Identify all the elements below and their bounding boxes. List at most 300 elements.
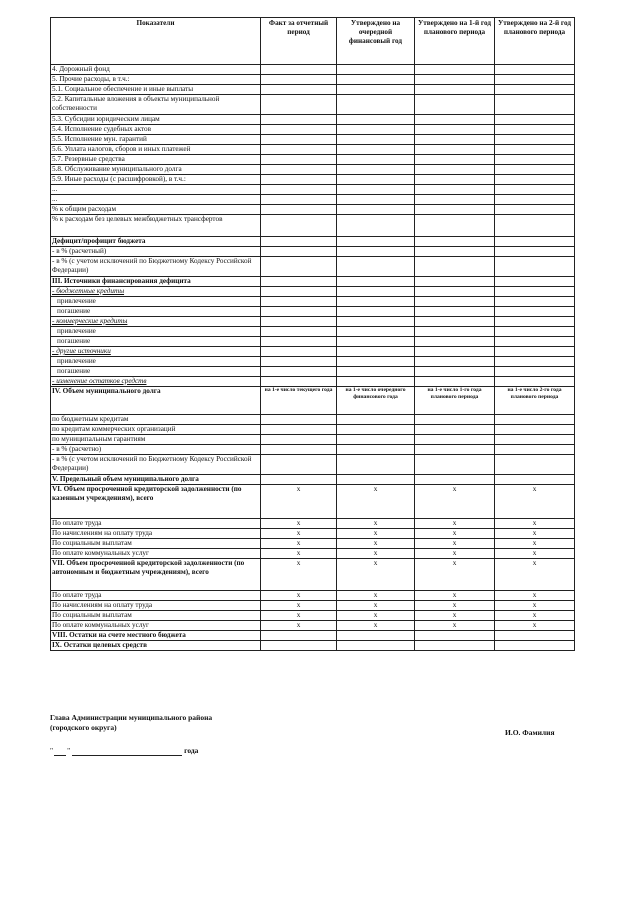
- table-cell: [261, 327, 337, 337]
- row-label: привлечение: [51, 327, 261, 337]
- table-cell: [337, 257, 415, 277]
- table-cell: [261, 135, 337, 145]
- row-label: По оплате коммунальных услуг: [51, 549, 261, 559]
- table-cell: [261, 195, 337, 205]
- table-cell: [415, 165, 495, 175]
- table-cell: [261, 277, 337, 287]
- table-row: [51, 425, 575, 435]
- table-row: [51, 455, 575, 475]
- row-label: 5.7. Резервные средства: [51, 155, 261, 165]
- table-cell: [261, 215, 337, 237]
- table-cell: [337, 455, 415, 475]
- table-row: [51, 135, 575, 145]
- table-cell: [495, 115, 575, 125]
- table-cell: [337, 185, 415, 195]
- row-label: - в % (с учетом исключений по Бюджетному Кодексу Российской Федерации): [51, 455, 261, 475]
- table-row: [51, 327, 575, 337]
- table-cell: [415, 367, 495, 377]
- table-cell: [337, 445, 415, 455]
- table-cell: [337, 367, 415, 377]
- table-row: [51, 559, 575, 591]
- date-line: [50, 746, 198, 756]
- table-cell: [415, 247, 495, 257]
- table-cell: [261, 297, 337, 307]
- table-row: [51, 549, 575, 559]
- table-cell: [495, 65, 575, 75]
- table-cell: x: [415, 591, 495, 601]
- table-cell: x: [261, 611, 337, 621]
- table-row: [51, 317, 575, 327]
- table-cell: [261, 445, 337, 455]
- table-row: [51, 631, 575, 641]
- table-cell: x: [261, 621, 337, 631]
- table-cell: [337, 631, 415, 641]
- table-cell: [495, 357, 575, 367]
- table-cell: [261, 357, 337, 367]
- table-cell: x: [495, 485, 575, 519]
- table-cell: [415, 641, 495, 651]
- table-row: [51, 247, 575, 257]
- table-row: [51, 485, 575, 519]
- table-cell: [495, 145, 575, 155]
- table-cell: [337, 247, 415, 257]
- table-cell: [415, 175, 495, 185]
- table-row: [51, 297, 575, 307]
- row-label: привлечение: [51, 297, 261, 307]
- row-label: - в % (расчетно): [51, 445, 261, 455]
- table-cell: [495, 435, 575, 445]
- table-cell: [495, 337, 575, 347]
- table-cell: [337, 415, 415, 425]
- table-cell: [495, 425, 575, 435]
- table-row: [51, 65, 575, 75]
- table-cell: x: [337, 529, 415, 539]
- table-cell: [495, 155, 575, 165]
- table-cell: [495, 257, 575, 277]
- table-cell: [261, 475, 337, 485]
- table-cell: [261, 125, 337, 135]
- table-cell: [261, 307, 337, 317]
- day-blank: [54, 747, 66, 756]
- table-row: [51, 175, 575, 185]
- table-cell: x: [337, 519, 415, 529]
- table-cell: [415, 215, 495, 237]
- table-cell: [337, 125, 415, 135]
- table-cell: [495, 195, 575, 205]
- row-label: % к общим расходам: [51, 205, 261, 215]
- table-cell: [495, 247, 575, 257]
- table-cell: [495, 455, 575, 475]
- table-cell: [495, 85, 575, 95]
- table-cell: [415, 85, 495, 95]
- debt-header-cell: на 1-е число 1-го года планового периода: [415, 387, 495, 415]
- row-label: По социальным выплатам: [51, 539, 261, 549]
- debt-header-label: IV. Объем муниципального долга: [51, 387, 261, 415]
- table-row: [51, 277, 575, 287]
- table-cell: x: [337, 549, 415, 559]
- table-row: [51, 85, 575, 95]
- table-row: [51, 205, 575, 215]
- row-label: VII. Объем просроченной кредиторской задолженности (по автономным и бюджетным учреждениям), всего: [51, 559, 261, 591]
- table-cell: [495, 347, 575, 357]
- table-cell: [261, 377, 337, 387]
- row-label: % к расходам без целевых межбюджетных трансфертов: [51, 215, 261, 237]
- table-cell: [337, 237, 415, 247]
- table-row: [51, 367, 575, 377]
- table-cell: [337, 297, 415, 307]
- table-cell: [495, 125, 575, 135]
- table-cell: [415, 435, 495, 445]
- row-label: По оплате коммунальных услуг: [51, 621, 261, 631]
- table-cell: x: [337, 485, 415, 519]
- table-cell: x: [495, 611, 575, 621]
- table-cell: [495, 237, 575, 247]
- table-cell: x: [337, 601, 415, 611]
- table-cell: x: [495, 559, 575, 591]
- table-cell: [337, 307, 415, 317]
- header-plan-year-1: Утверждено на 1-й год планового периода: [415, 18, 495, 65]
- debt-header-row: [51, 387, 575, 415]
- table-cell: x: [261, 591, 337, 601]
- row-label: Дефицит/профицит бюджета: [51, 237, 261, 247]
- row-label: 5.9. Иные расходы (с расшифровкой), в т.ч.:: [51, 175, 261, 185]
- table-cell: [337, 155, 415, 165]
- table-row: [51, 591, 575, 601]
- table-row: [51, 165, 575, 175]
- table-cell: x: [495, 591, 575, 601]
- table-cell: [495, 367, 575, 377]
- table-cell: x: [337, 559, 415, 591]
- table-cell: [495, 317, 575, 327]
- table-cell: [495, 205, 575, 215]
- table-cell: x: [415, 559, 495, 591]
- row-label: По социальным выплатам: [51, 611, 261, 621]
- table-header-row: [51, 18, 575, 65]
- row-label: 5.2. Капитальные вложения в объекты муниципальной собственности: [51, 95, 261, 115]
- signature-name: И.О. Фамилия: [505, 728, 555, 737]
- table-row: [51, 155, 575, 165]
- row-label: по бюджетным кредитам: [51, 415, 261, 425]
- table-cell: x: [261, 539, 337, 549]
- table-cell: [337, 435, 415, 445]
- table-cell: x: [261, 549, 337, 559]
- table-cell: [415, 415, 495, 425]
- table-cell: x: [415, 549, 495, 559]
- table-cell: [415, 317, 495, 327]
- table-cell: [415, 377, 495, 387]
- table-cell: x: [495, 601, 575, 611]
- debt-header-cell: на 1-е число 2-го года планового периода: [495, 387, 575, 415]
- row-label: - коммерческие кредиты: [51, 317, 261, 327]
- debt-header-cell: на 1-е число очередного финансового года: [337, 387, 415, 415]
- table-cell: [261, 257, 337, 277]
- table-row: [51, 125, 575, 135]
- table-cell: x: [261, 519, 337, 529]
- month-blank: [72, 747, 182, 756]
- table-cell: [415, 95, 495, 115]
- table-cell: x: [415, 611, 495, 621]
- table-row: [51, 641, 575, 651]
- table-row: [51, 377, 575, 387]
- row-label: по муниципальным гарантиям: [51, 435, 261, 445]
- table-cell: [261, 75, 337, 85]
- row-label: - бюджетные кредиты: [51, 287, 261, 297]
- table-cell: [261, 115, 337, 125]
- table-cell: [261, 145, 337, 155]
- row-label: 4. Дорожный фонд: [51, 65, 261, 75]
- signature-title: [50, 713, 212, 733]
- table-cell: [415, 277, 495, 287]
- table-row: [51, 415, 575, 425]
- table-row: [51, 611, 575, 621]
- row-label: погашение: [51, 337, 261, 347]
- table-cell: [495, 327, 575, 337]
- table-cell: x: [415, 539, 495, 549]
- row-label: V. Предельный объем муниципального долга: [51, 475, 261, 485]
- table-cell: x: [261, 601, 337, 611]
- table-cell: [495, 95, 575, 115]
- table-cell: x: [337, 591, 415, 601]
- table-cell: [495, 297, 575, 307]
- table-cell: [415, 257, 495, 277]
- table-cell: [495, 415, 575, 425]
- table-cell: [261, 337, 337, 347]
- year-word: года: [184, 746, 199, 755]
- row-label: По оплате труда: [51, 591, 261, 601]
- table-cell: [261, 205, 337, 215]
- table-cell: [261, 641, 337, 651]
- table-cell: [495, 287, 575, 297]
- table-cell: [415, 205, 495, 215]
- table-row: [51, 257, 575, 277]
- table-row: [51, 475, 575, 485]
- table-row: [51, 435, 575, 445]
- table-cell: x: [495, 539, 575, 549]
- table-row: [51, 357, 575, 367]
- table-cell: x: [261, 485, 337, 519]
- quote-open: ": [50, 746, 54, 755]
- row-label: - другие источники: [51, 347, 261, 357]
- table-row: [51, 347, 575, 357]
- table-cell: [415, 287, 495, 297]
- table-cell: [415, 631, 495, 641]
- table-cell: x: [495, 519, 575, 529]
- table-cell: [495, 135, 575, 145]
- table-cell: [337, 377, 415, 387]
- table-cell: [337, 475, 415, 485]
- table-cell: [495, 185, 575, 195]
- table-cell: [415, 65, 495, 75]
- table-row: [51, 237, 575, 247]
- row-label: VIII. Остатки на счете местного бюджета: [51, 631, 261, 641]
- table-cell: x: [337, 611, 415, 621]
- row-label: 5.1. Социальное обеспечение и иные выплаты: [51, 85, 261, 95]
- table-cell: [415, 135, 495, 145]
- table-cell: [337, 115, 415, 125]
- table-cell: [261, 237, 337, 247]
- table-cell: [261, 85, 337, 95]
- table-cell: x: [261, 559, 337, 591]
- table-cell: x: [415, 601, 495, 611]
- table-cell: x: [415, 519, 495, 529]
- row-label: погашение: [51, 367, 261, 377]
- table-row: [51, 307, 575, 317]
- row-label: По начислениям на оплату труда: [51, 529, 261, 539]
- table-cell: [415, 297, 495, 307]
- table-row: [51, 75, 575, 85]
- table-cell: [261, 425, 337, 435]
- table-cell: [261, 631, 337, 641]
- budget-table: [50, 17, 575, 651]
- table-cell: [261, 65, 337, 75]
- table-cell: [495, 475, 575, 485]
- row-label: привлечение: [51, 357, 261, 367]
- row-label: 5.8. Обслуживание муниципального долга: [51, 165, 261, 175]
- table-cell: [495, 277, 575, 287]
- row-label: 5.6. Уплата налогов, сборов и иных платежей: [51, 145, 261, 155]
- header-next-year: Утверждено на очередной финансовый год: [337, 18, 415, 65]
- table-row: [51, 621, 575, 631]
- table-cell: [261, 165, 337, 175]
- header-indicators: Показатели: [51, 18, 261, 65]
- table-row: [51, 529, 575, 539]
- row-label: 5.4. Исполнение судебных актов: [51, 125, 261, 135]
- table-cell: [495, 445, 575, 455]
- table-cell: [495, 165, 575, 175]
- table-cell: [495, 175, 575, 185]
- table-cell: [415, 185, 495, 195]
- table-row: [51, 337, 575, 347]
- table-cell: x: [337, 621, 415, 631]
- table-cell: [415, 307, 495, 317]
- table-row: [51, 445, 575, 455]
- table-cell: [261, 415, 337, 425]
- table-cell: [261, 247, 337, 257]
- table-cell: [337, 327, 415, 337]
- table-cell: x: [415, 621, 495, 631]
- table-cell: [415, 347, 495, 357]
- table-cell: [415, 337, 495, 347]
- table-cell: [337, 277, 415, 287]
- table-row: [51, 287, 575, 297]
- table-cell: [415, 327, 495, 337]
- table-cell: [495, 641, 575, 651]
- table-cell: [337, 425, 415, 435]
- table-cell: [337, 317, 415, 327]
- row-label: 5. Прочие расходы, в т.ч.:: [51, 75, 261, 85]
- row-label: VI. Объем просроченной кредиторской задолженности (по казенным учреждениям), всего: [51, 485, 261, 519]
- row-label: - в % (расчетный): [51, 247, 261, 257]
- quote-close: ": [67, 746, 71, 755]
- table-cell: [415, 145, 495, 155]
- header-plan-year-2: Утверждено на 2-й год планового периода: [495, 18, 575, 65]
- table-cell: [415, 475, 495, 485]
- table-cell: [337, 95, 415, 115]
- table-cell: [495, 631, 575, 641]
- table-cell: [415, 237, 495, 247]
- table-cell: [261, 455, 337, 475]
- table-cell: [261, 95, 337, 115]
- table-cell: [337, 85, 415, 95]
- table-cell: [337, 65, 415, 75]
- table-cell: [337, 357, 415, 367]
- table-cell: [337, 337, 415, 347]
- table-cell: x: [495, 529, 575, 539]
- table-row: [51, 185, 575, 195]
- table-cell: [337, 135, 415, 145]
- table-cell: x: [495, 621, 575, 631]
- table-row: [51, 601, 575, 611]
- table-cell: [415, 455, 495, 475]
- table-cell: [337, 165, 415, 175]
- table-row: [51, 115, 575, 125]
- table-cell: [261, 175, 337, 185]
- table-row: [51, 539, 575, 549]
- table-cell: [337, 175, 415, 185]
- table-row: [51, 195, 575, 205]
- table-cell: [415, 445, 495, 455]
- table-cell: [261, 287, 337, 297]
- row-label: ...: [51, 195, 261, 205]
- table-row: [51, 145, 575, 155]
- table-cell: [415, 75, 495, 85]
- table-cell: [337, 195, 415, 205]
- table-cell: x: [337, 539, 415, 549]
- row-label: - изменение остатков средств: [51, 377, 261, 387]
- table-cell: [337, 75, 415, 85]
- table-cell: [261, 317, 337, 327]
- table-cell: [337, 287, 415, 297]
- row-label: По оплате труда: [51, 519, 261, 529]
- table-cell: [495, 307, 575, 317]
- table-cell: [261, 185, 337, 195]
- row-label: по кредитам коммерческих организаций: [51, 425, 261, 435]
- table-cell: [415, 195, 495, 205]
- table-cell: [261, 367, 337, 377]
- table-cell: [495, 215, 575, 237]
- table-cell: [415, 357, 495, 367]
- table-cell: x: [261, 529, 337, 539]
- table-cell: [337, 215, 415, 237]
- row-label: ...: [51, 185, 261, 195]
- table-cell: [415, 155, 495, 165]
- table-row: [51, 95, 575, 115]
- table-cell: x: [415, 529, 495, 539]
- table-row: [51, 519, 575, 529]
- row-label: По начислениям на оплату труда: [51, 601, 261, 611]
- table-cell: [261, 435, 337, 445]
- table-cell: [337, 145, 415, 155]
- table-cell: [261, 155, 337, 165]
- row-label: - в % (с учетом исключений по Бюджетному Кодексу Российской Федерации): [51, 257, 261, 277]
- table-cell: [415, 125, 495, 135]
- table-cell: [415, 115, 495, 125]
- table-cell: x: [415, 485, 495, 519]
- debt-header-cell: на 1-е число текущего года: [261, 387, 337, 415]
- signature-title-line1: Глава Администрации муниципального района: [50, 713, 213, 722]
- table-row: [51, 215, 575, 237]
- row-label: погашение: [51, 307, 261, 317]
- table-cell: [337, 205, 415, 215]
- table-cell: [261, 347, 337, 357]
- table-cell: [495, 377, 575, 387]
- header-fact: Факт за отчетный период: [261, 18, 337, 65]
- row-label: 5.3. Субсидии юридическим лицам: [51, 115, 261, 125]
- row-label: IX. Остатки целевых средств: [51, 641, 261, 651]
- table-cell: [415, 425, 495, 435]
- table-cell: [337, 641, 415, 651]
- table-cell: [337, 347, 415, 357]
